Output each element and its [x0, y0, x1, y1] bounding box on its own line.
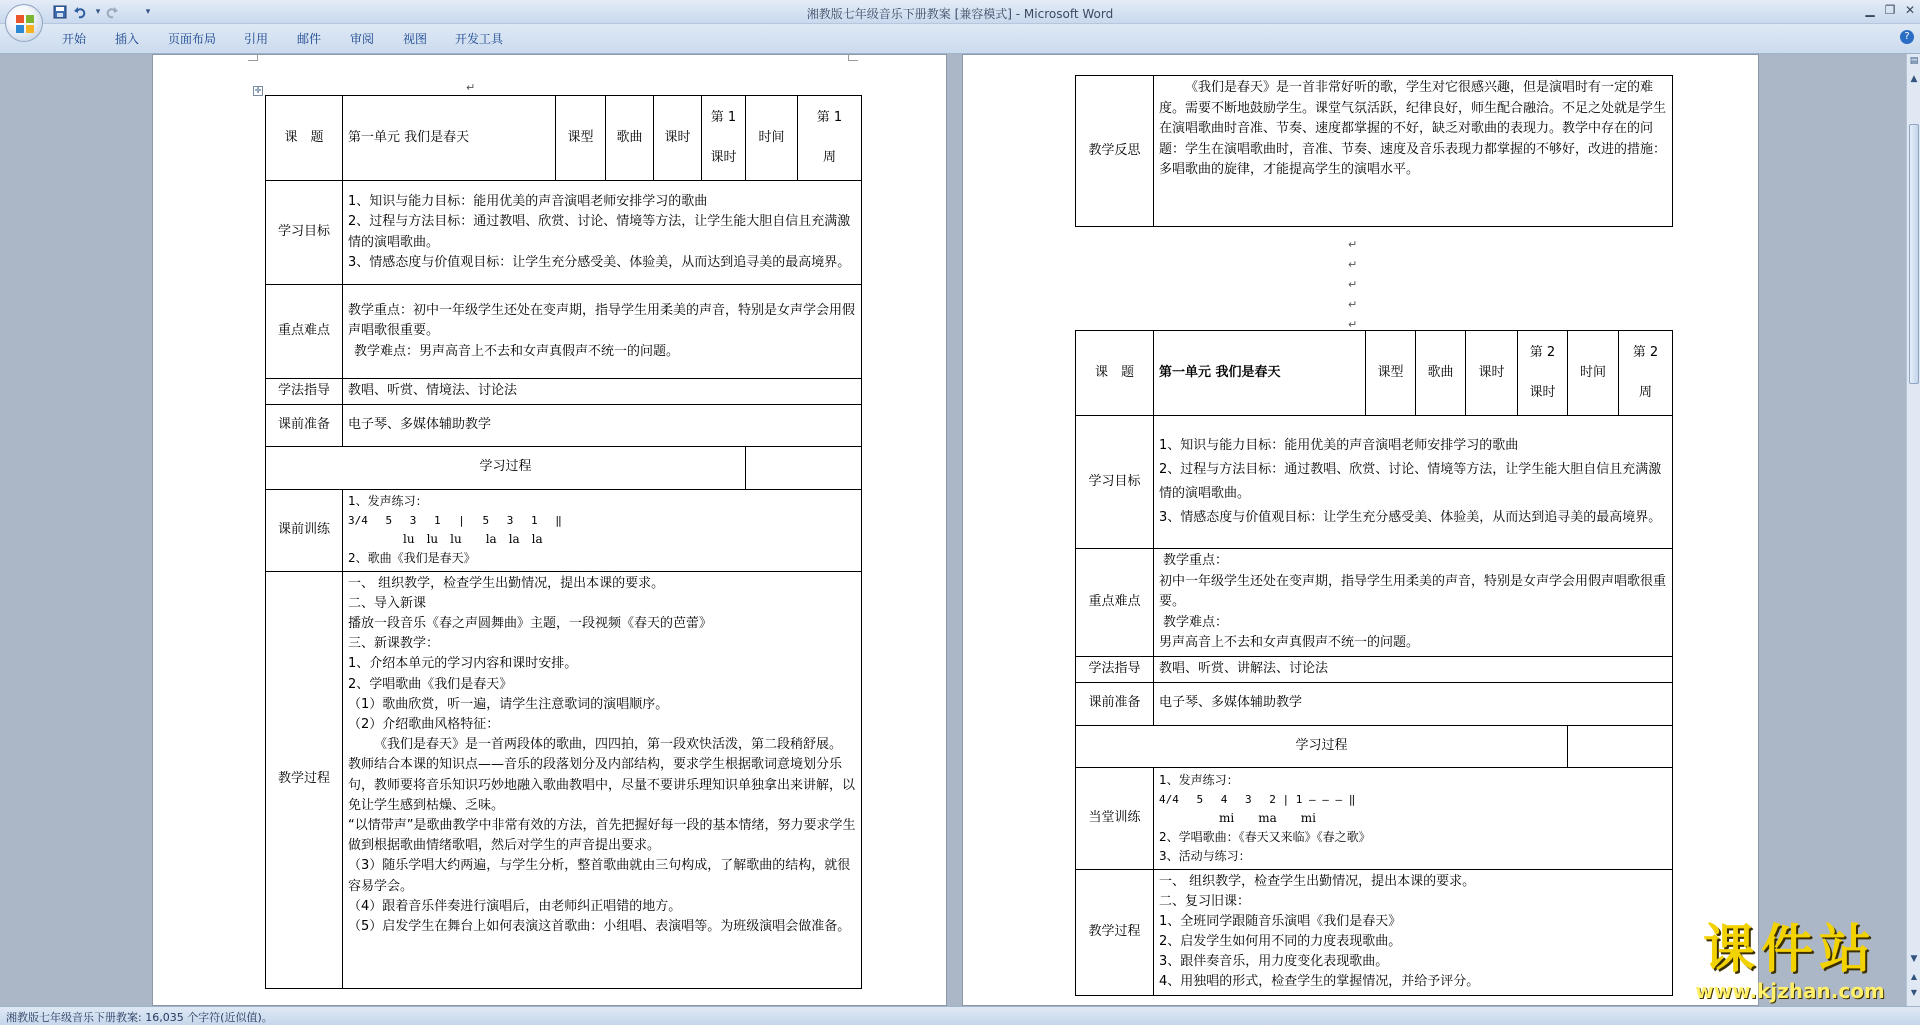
- undo-dropdown-icon[interactable]: ▾: [95, 7, 101, 17]
- status-text[interactable]: 湘教版七年级音乐下册教案: 16,035 个字符(近似值)。: [6, 1011, 273, 1024]
- type-label: 课型: [1366, 331, 1416, 416]
- subject-label: 课 题: [1076, 331, 1154, 416]
- key-points-label: 重点难点: [1076, 549, 1154, 657]
- next-page-icon[interactable]: ▼: [1910, 988, 1918, 997]
- week-value: 第 2 周: [1619, 331, 1673, 416]
- key-points-content: 教学重点： 初中一年级学生还处在变声期，指导学生用柔美的声音，特别是女声学会用假声唱歌很重要。 教学难点： 男声高音上不去和女声真假声不统一的问题。: [1154, 549, 1673, 657]
- watermark-title: 课件站: [1702, 920, 1877, 980]
- hours-value: 第 1 课时: [702, 96, 746, 181]
- warmup-label: 课前训练: [266, 489, 343, 571]
- method-value: 教唱、听赏、讲解法、讨论法: [1154, 657, 1673, 683]
- watermark-url: www.kjzhan.com: [1695, 979, 1885, 1003]
- lesson-title: 第一单元 我们是春天: [1154, 331, 1366, 416]
- customize-toolbar-icon[interactable]: ▾: [145, 7, 151, 17]
- lesson-title: 第一单元 我们是春天: [343, 96, 556, 181]
- ribbon-tabs: [0, 24, 1920, 54]
- week-value: 第 1 周: [798, 96, 862, 181]
- type-value: 歌曲: [606, 96, 654, 181]
- window-title: 湘教版七年级音乐下册教案 [兼容模式] - Microsoft Word: [806, 7, 1114, 21]
- subject-label: 课 题: [266, 96, 343, 181]
- tab-review[interactable]: 审阅: [350, 32, 375, 46]
- tab-home[interactable]: 开始: [62, 32, 87, 46]
- status-bar: [0, 1006, 1920, 1025]
- help-icon[interactable]: ?: [1900, 30, 1914, 44]
- drill-label: 当堂训练: [1076, 767, 1154, 869]
- prep-label: 课前准备: [1076, 682, 1154, 725]
- reflection-label: 教学反思: [1076, 76, 1154, 227]
- prep-label: 课前准备: [266, 404, 343, 446]
- tab-mailings[interactable]: 邮件: [297, 32, 322, 46]
- table-move-handle-icon[interactable]: ✛: [254, 86, 262, 95]
- margin-mark: [248, 54, 258, 61]
- lesson-table-2: [1075, 330, 1673, 996]
- hours-label: 课时: [1466, 331, 1518, 416]
- watermark-logo: [1670, 920, 1910, 1003]
- teaching-label: 教学过程: [1076, 869, 1154, 995]
- teaching-content: 一、 组织教学，检查学生出勤情况，提出本课的要求。 二、复习旧课： 1、全班同学跟随音乐演唱《我们是春天》 2、启发学生如何用不同的力度表现歌曲。 3、跟伴奏音乐，用力度变化表现歌曲。 4、用独唱的形式，检查学生的掌握情况，并给予评分。: [1154, 869, 1673, 995]
- type-label: 课型: [556, 96, 606, 181]
- minimize-icon[interactable]: ▁: [1865, 3, 1875, 17]
- goals-content: 1、知识与能力目标：能用优美的声音演唱老师安排学习的歌曲 2、过程与方法目标：通过教唱、欣赏、讨论、情境等方法，让学生能大胆自信且充满激情的演唱歌曲。 3、情感态度与价值观目标：让学生充分感受美、体验美，从而达到追寻美的最高境界。: [1154, 416, 1673, 549]
- key-points-label: 重点难点: [266, 285, 343, 379]
- tab-view[interactable]: 视图: [403, 32, 428, 46]
- time-label: 时间: [746, 96, 798, 181]
- method-value: 教唱、听赏、情境法、讨论法: [343, 379, 862, 405]
- method-label: 学法指导: [1076, 657, 1154, 683]
- close-icon[interactable]: ✕: [1904, 3, 1916, 17]
- tab-page-layout[interactable]: 页面布局: [168, 32, 217, 46]
- vertical-scrollbar[interactable]: [1906, 54, 1920, 1006]
- page-2: [962, 54, 1759, 1006]
- warmup-content: 1、发声练习： 3/4 5 3 1 | 5 3 1 ‖ lu lu lu la la la 2、歌曲《我们是春天》: [343, 489, 862, 571]
- hours-label: 课时: [654, 96, 702, 181]
- scroll-down-icon[interactable]: ▼: [1910, 954, 1918, 964]
- empty-cell: [746, 446, 862, 489]
- restore-icon[interactable]: ❐: [1884, 3, 1896, 17]
- teaching-content: 一、 组织教学，检查学生出勤情况，提出本课的要求。 二、导入新课 播放一段音乐《春之声圆舞曲》主题，一段视频《春天的芭蕾》 三、新课教学： 1、介绍本单元的学习内容和课时安排。 2、学唱歌曲《我们是春天》 （1）歌曲欣赏，听一遍，请学生注意歌词的演唱顺序。 （2）介绍歌曲风格特征： 《我们是春天》是一首两段体的歌曲，四四拍，第一段欢快活泼，第二段稍舒展。 教师结合本课的知识点——音乐的段落划分及内部结构，要求学生根据歌词意境划分乐句，教师要将音乐知识巧妙地融入歌曲教唱中，尽量不要讲乐理知识单独拿出来讲解，以免让学生感到枯燥、乏味。 “以情带声”是歌曲教学中非常有效的方法，首先把握好每一段的基本情绪，努力要求学生做到根据歌曲情绪歌唱，然后对学生的声音提出要求。 （3）随乐学唱大约两遍，与学生分析，整首歌曲就由三句构成，了解歌曲的结构，就很容易学会。 （4）跟着音乐伴奏进行演唱后，由老师纠正唱错的地方。 （5）启发学生在舞台上如何表演这首歌曲：小组唱、表演唱等。为班级演唱会做准备。: [343, 571, 862, 988]
- hours-value: 第 2 课时: [1518, 331, 1568, 416]
- scrollbar-thumb[interactable]: [1909, 124, 1919, 384]
- empty-cell: [1568, 725, 1673, 767]
- type-value: 歌曲: [1416, 331, 1466, 416]
- tab-insert[interactable]: 插入: [115, 32, 140, 46]
- goals-label: 学习目标: [266, 181, 343, 285]
- method-label: 学法指导: [266, 379, 343, 405]
- tab-developer[interactable]: 开发工具: [455, 32, 504, 46]
- process-header: 学习过程: [1076, 725, 1568, 767]
- ruler-toggle-icon[interactable]: ▤: [1909, 56, 1919, 66]
- prep-value: 电子琴、多媒体辅助教学: [1154, 682, 1673, 725]
- prev-page-icon[interactable]: ▲: [1910, 972, 1918, 981]
- margin-mark: [848, 54, 858, 61]
- office-logo-icon: [15, 14, 35, 34]
- lesson-table-1: [265, 95, 862, 989]
- document-area: [0, 54, 1906, 1006]
- process-header: 学习过程: [266, 446, 746, 489]
- reflection-content: 《我们是春天》是一首非常好听的歌，学生对它很感兴趣，但是演唱时有一定的难度。需要不断地鼓励学生。课堂气氛活跃，纪律良好，师生配合融洽。不足之处就是学生在演唱歌曲时音准、节奏、速度都掌握的不好，缺乏对歌曲的表现力。教学中存在的问题：学生在演唱歌曲时，音准、节奏、速度及音乐表现力都掌握的不够好，改进的措施：多唱歌曲的旋律，才能提高学生的演唱水平。: [1154, 76, 1673, 227]
- scroll-up-icon[interactable]: ▲: [1910, 74, 1918, 84]
- reflection-table: [1075, 75, 1673, 227]
- paragraph-mark-icon: ↵: [466, 81, 476, 94]
- prep-value: 电子琴、多媒体辅助教学: [343, 404, 862, 446]
- title-bar: [0, 0, 1920, 24]
- time-label: 时间: [1568, 331, 1619, 416]
- key-points-content: 教学重点：初中一年级学生还处在变声期，指导学生用柔美的声音，特别是女声学会用假声唱歌很重要。 教学难点：男声高音上不去和女声真假声不统一的问题。: [343, 285, 862, 379]
- drill-content: 1、发声练习： 4/4 5 4 3 2 | 1 — — — ‖ mi ma mi 2、学唱歌曲：《春天又来临》《春之歌》 3、活动与练习：: [1154, 767, 1673, 869]
- paragraph-marks: ↵ ↵ ↵ ↵ ↵: [1348, 238, 1358, 331]
- goals-label: 学习目标: [1076, 416, 1154, 549]
- page-1: [152, 54, 947, 1006]
- tab-references[interactable]: 引用: [244, 32, 269, 46]
- teaching-label: 教学过程: [266, 571, 343, 988]
- goals-content: 1、知识与能力目标：能用优美的声音演唱老师安排学习的歌曲 2、过程与方法目标：通过教唱、欣赏、讨论、情境等方法，让学生能大胆自信且充满激情的演唱歌曲。 3、情感态度与价值观目标：让学生充分感受美、体验美，从而达到追寻美的最高境界。: [343, 181, 862, 285]
- office-button[interactable]: [5, 4, 43, 42]
